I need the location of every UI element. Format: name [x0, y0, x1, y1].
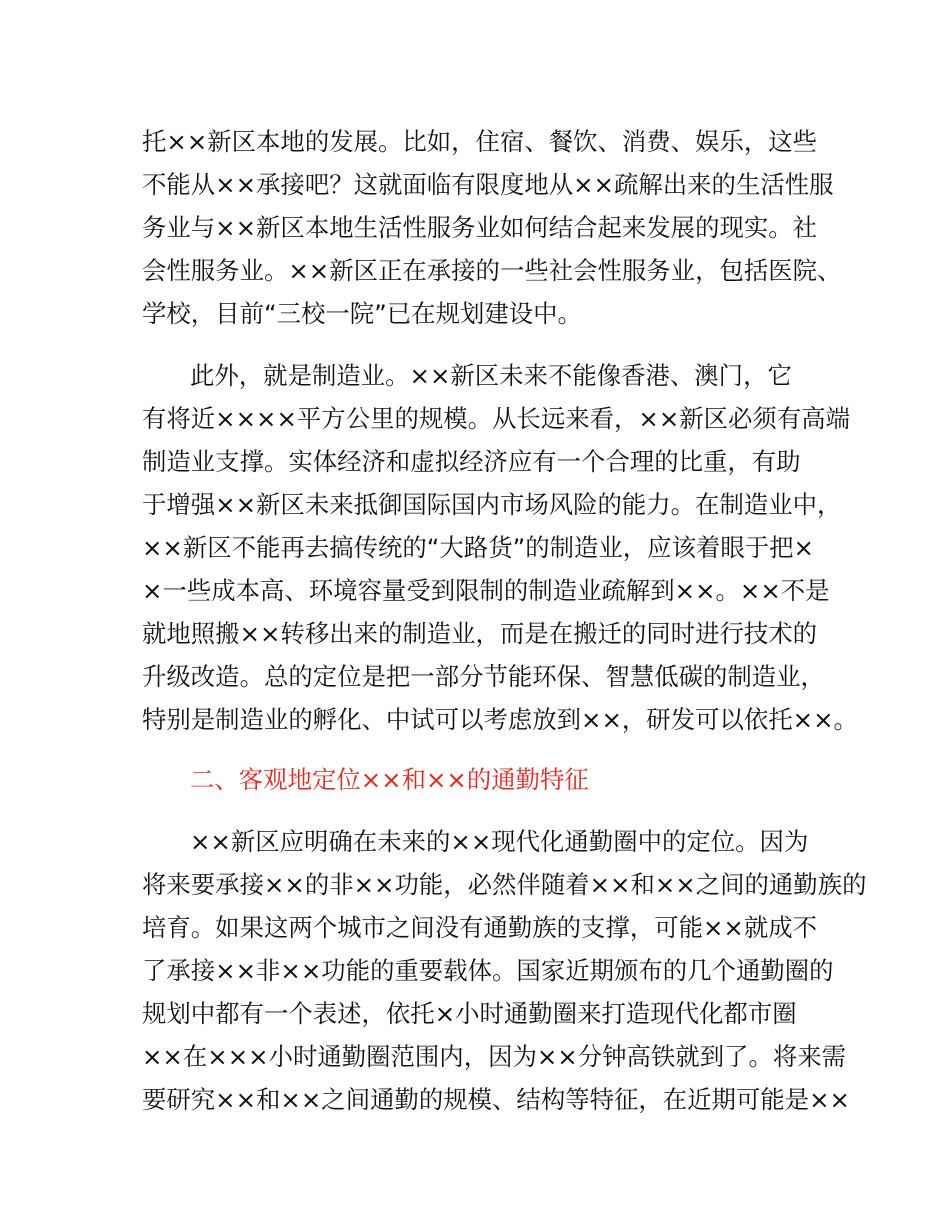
paragraph-line: 托××新区本地的发展。比如，住宿、餐饮、消费、娱乐，这些: [142, 127, 818, 156]
paragraph-line: 学校，目前“三校一院”已在规划建设中。: [142, 299, 582, 328]
paragraph-line: ××新区不能再去搞传统的“大路货”的制造业，应该着眼于把×: [142, 533, 814, 562]
paragraph-line: 此外，就是制造业。××新区未来不能像香港、澳门，它: [190, 361, 792, 390]
paragraph-line: 将来要承接××的非××功能，必然伴随着××和××之间的通勤族的: [142, 870, 867, 899]
paragraph-line: 不能从××承接吧？这就面临有限度地从××疏解出来的生活性服: [142, 170, 834, 199]
paragraph-line: ××在×××小时通勤圈范围内，因为××分钟高铁就到了。将来需: [142, 1042, 847, 1071]
paragraph-line: ×一些成本高、环境容量受到限制的制造业疏解到××。××不是: [142, 576, 830, 605]
paragraph-line: 就地照搬××转移出来的制造业，而是在搬迁的同时进行技术的: [142, 619, 818, 648]
paragraph-line: 有将近××××平方公里的规模。从长远来看，××新区必须有高端: [142, 404, 850, 433]
paragraph-line: 务业与××新区本地生活性服务业如何结合起来发展的现实。社: [142, 213, 818, 242]
paragraph-line: 培育。如果这两个城市之间没有通勤族的支撑，可能××就成不: [142, 913, 818, 942]
paragraph-line: ××新区应明确在未来的××现代化通勤圈中的定位。因为: [190, 827, 809, 856]
paragraph-line: 制造业支撑。实体经济和虚拟经济应有一个合理的比重，有助: [142, 447, 801, 476]
paragraph-line: 特别是制造业的孵化、中试可以考虑放到××，研发可以依托××。: [142, 705, 858, 734]
section-heading: 二、客观地定位××和××的通勤特征: [190, 765, 589, 794]
paragraph-line: 会性服务业。××新区正在承接的一些社会性服务业，包括医院、: [142, 256, 842, 285]
paragraph-line: 规划中都有一个表述，依托×小时通勤圈来打造现代化都市圈: [142, 999, 797, 1028]
paragraph-line: 于增强××新区未来抵御国际国内市场风险的能力。在制造业中，: [142, 490, 842, 519]
paragraph-line: 要研究××和××之间通勤的规模、结构等特征，在近期可能是××: [142, 1085, 850, 1114]
paragraph-line: 了承接××非××功能的重要载体。国家近期颁布的几个通勤圈的: [142, 956, 834, 985]
paragraph-line: 升级改造。总的定位是把一部分节能环保、智慧低碳的制造业，: [142, 662, 825, 691]
